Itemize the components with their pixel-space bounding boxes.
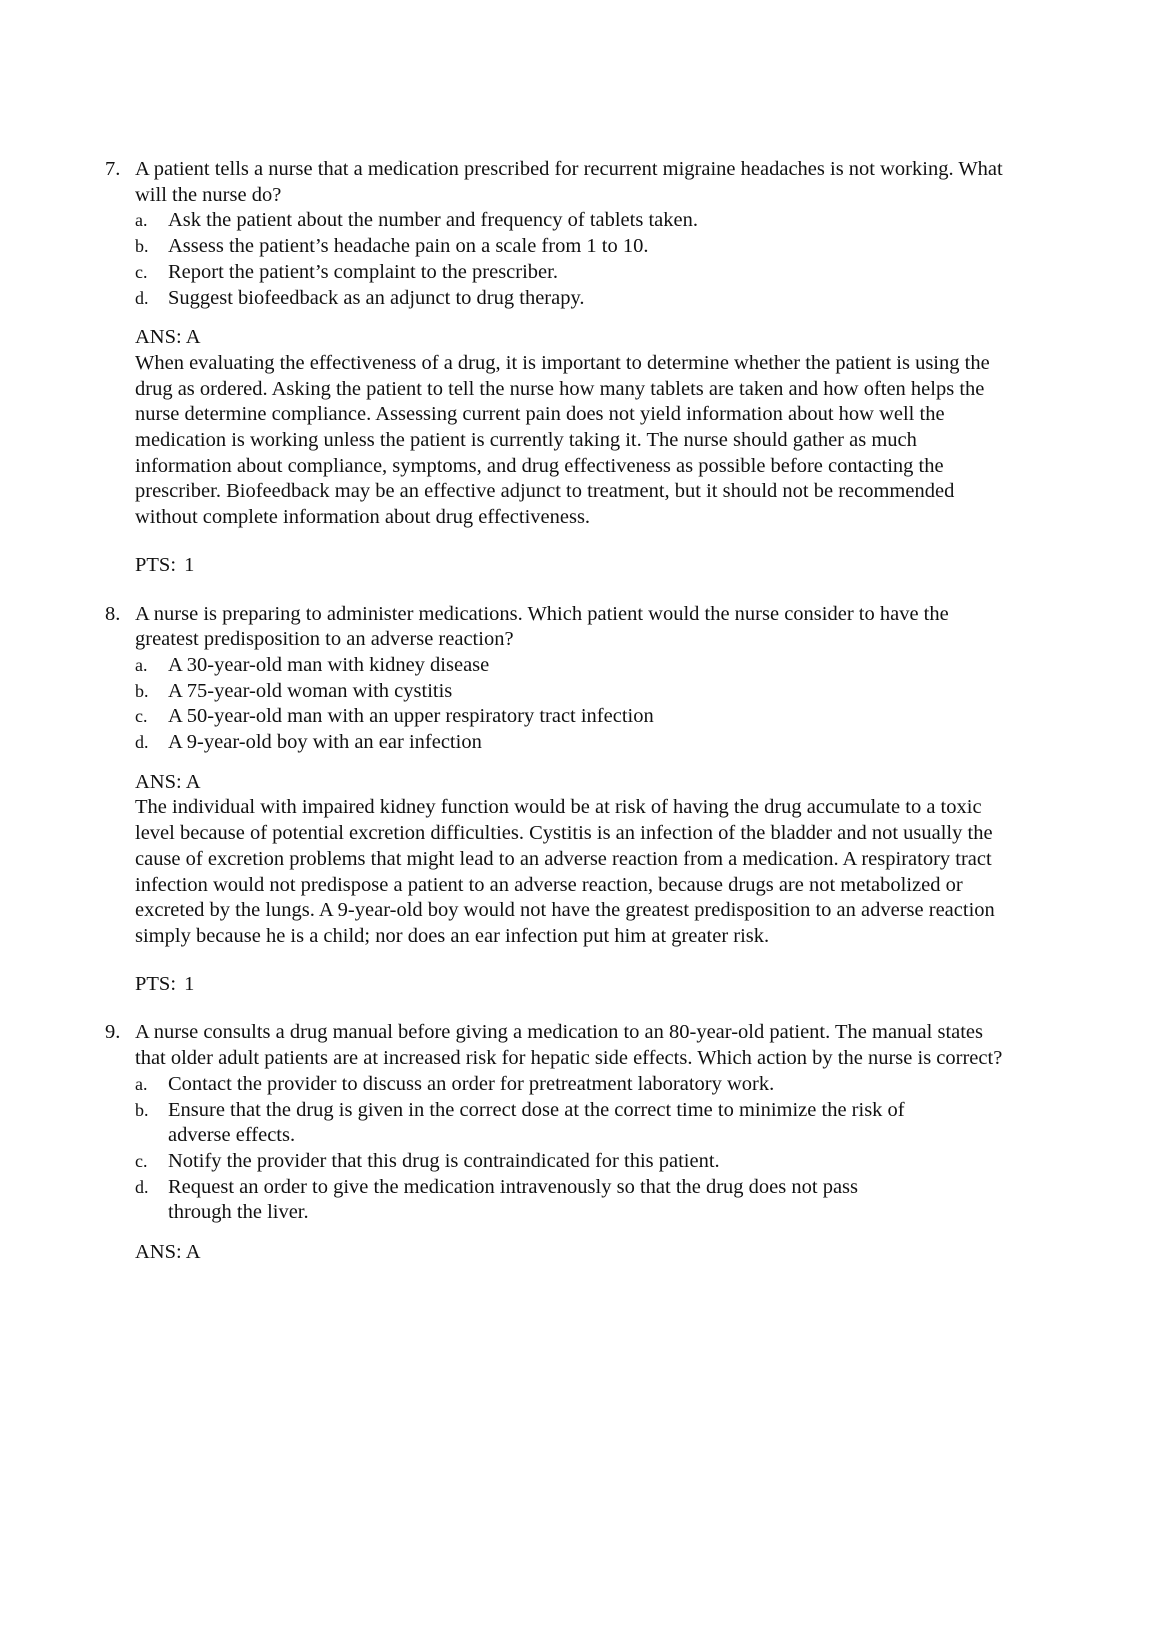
option-text: Notify the provider that this drug is contraindicated for this patient. — [168, 1149, 720, 1172]
question-stem: A patient tells a nurse that a medication prescribed for recurrent migraine headaches is not working. What will the nurse do? — [135, 158, 1003, 206]
option-d — [135, 1175, 913, 1226]
option-c — [135, 260, 913, 286]
answer: ANS: A — [135, 770, 201, 793]
option-letter: d. — [135, 1176, 149, 1197]
rationale: The individual with impaired kidney function would be at risk of having the drug accumulate to a toxic level because of potential excretion difficulties. Cystitis is an infection of the bladder and not usually the cause of excretion problems that might lead to an adverse reaction from a medication. A respiratory tract infection would not predispose a patient to an adverse reaction, because drugs are not metabolized or excreted by the lungs. A 9-year-old boy would not have the greatest predisposition to an adverse reaction simply because he is a child; nor does an ear infection put him at greater risk. — [135, 796, 995, 947]
option-letter: b. — [135, 680, 149, 701]
option-text: A 50-year-old man with an upper respiratory tract infection — [168, 705, 654, 728]
option-text: A 75-year-old woman with cystitis — [168, 679, 453, 702]
option-a — [135, 653, 913, 679]
option-letter: b. — [135, 236, 149, 257]
option-text: A 9-year-old boy with an ear infection — [168, 731, 482, 754]
option-list — [135, 653, 1015, 756]
option-a — [135, 1072, 913, 1098]
option-c — [135, 1149, 913, 1175]
question-8 — [105, 602, 1015, 998]
option-letter: d. — [135, 287, 149, 308]
option-list — [135, 208, 1015, 311]
option-text: Contact the provider to discuss an order for pretreatment laboratory work. — [168, 1072, 775, 1095]
option-letter: c. — [135, 706, 148, 727]
option-letter: c. — [135, 261, 148, 282]
question-number: 8. — [105, 602, 121, 625]
option-b — [135, 679, 913, 705]
option-text: A 30-year-old man with kidney disease — [168, 653, 490, 676]
question-stem: A nurse consults a drug manual before giving a medication to an 80-year-old patient. The manual states that older adult patients are at increased risk for hepatic side effects. Which action by the nurse is correct? — [135, 1021, 1003, 1070]
option-b — [135, 234, 913, 260]
answer: ANS: A — [135, 1241, 201, 1264]
option-letter: a. — [135, 210, 148, 231]
question-number: 7. — [105, 158, 121, 180]
option-d — [135, 286, 913, 312]
question-number: 9. — [105, 1021, 121, 1044]
option-letter: c. — [135, 1150, 148, 1171]
option-letter: a. — [135, 654, 148, 675]
question-stem: A nurse is preparing to administer medications. Which patient would the nurse consider to have the greatest predisposition to an adverse reaction? — [135, 602, 949, 651]
answer: ANS: A — [135, 326, 201, 349]
question-9 — [105, 1020, 1015, 1265]
option-letter: b. — [135, 1099, 149, 1120]
option-text: Ensure that the drug is given in the correct dose at the correct time to minimize the risk of adverse effects. — [168, 1098, 905, 1147]
option-d — [135, 730, 913, 756]
option-c — [135, 704, 913, 730]
points: PTS: 1 — [135, 553, 195, 576]
option-b — [135, 1098, 913, 1149]
option-list — [135, 1072, 1015, 1226]
document-page — [0, 157, 1159, 1266]
option-a — [135, 208, 913, 234]
question-7 — [105, 157, 1015, 579]
option-text: Report the patient’s complaint to the prescriber. — [168, 260, 558, 283]
option-letter: a. — [135, 1073, 148, 1094]
option-text: Ask the patient about the number and frequency of tablets taken. — [168, 209, 698, 232]
option-text: Assess the patient’s headache pain on a scale from 1 to 10. — [168, 235, 649, 258]
option-text: Suggest biofeedback as an adjunct to drug therapy. — [168, 286, 585, 309]
points: PTS: 1 — [135, 972, 195, 995]
option-text: Request an order to give the medication intravenously so that the drug does not pass through the liver. — [168, 1175, 859, 1224]
rationale: When evaluating the effectiveness of a drug, it is important to determine whether the patient is using the drug as ordered. Asking the patient to tell the nurse how many tablets are taken and how often helps the nurse determine compliance. Assessing current pain does not yield information about how well the medication is working unless the patient is currently taking it. The nurse should gather as much information about compliance, symptoms, and drug effectiveness as possible before contacting the prescriber. Biofeedback may be an effective adjunct to treatment, but it should not be recommended without complete information about drug effectiveness. — [135, 351, 990, 529]
option-letter: d. — [135, 732, 149, 753]
